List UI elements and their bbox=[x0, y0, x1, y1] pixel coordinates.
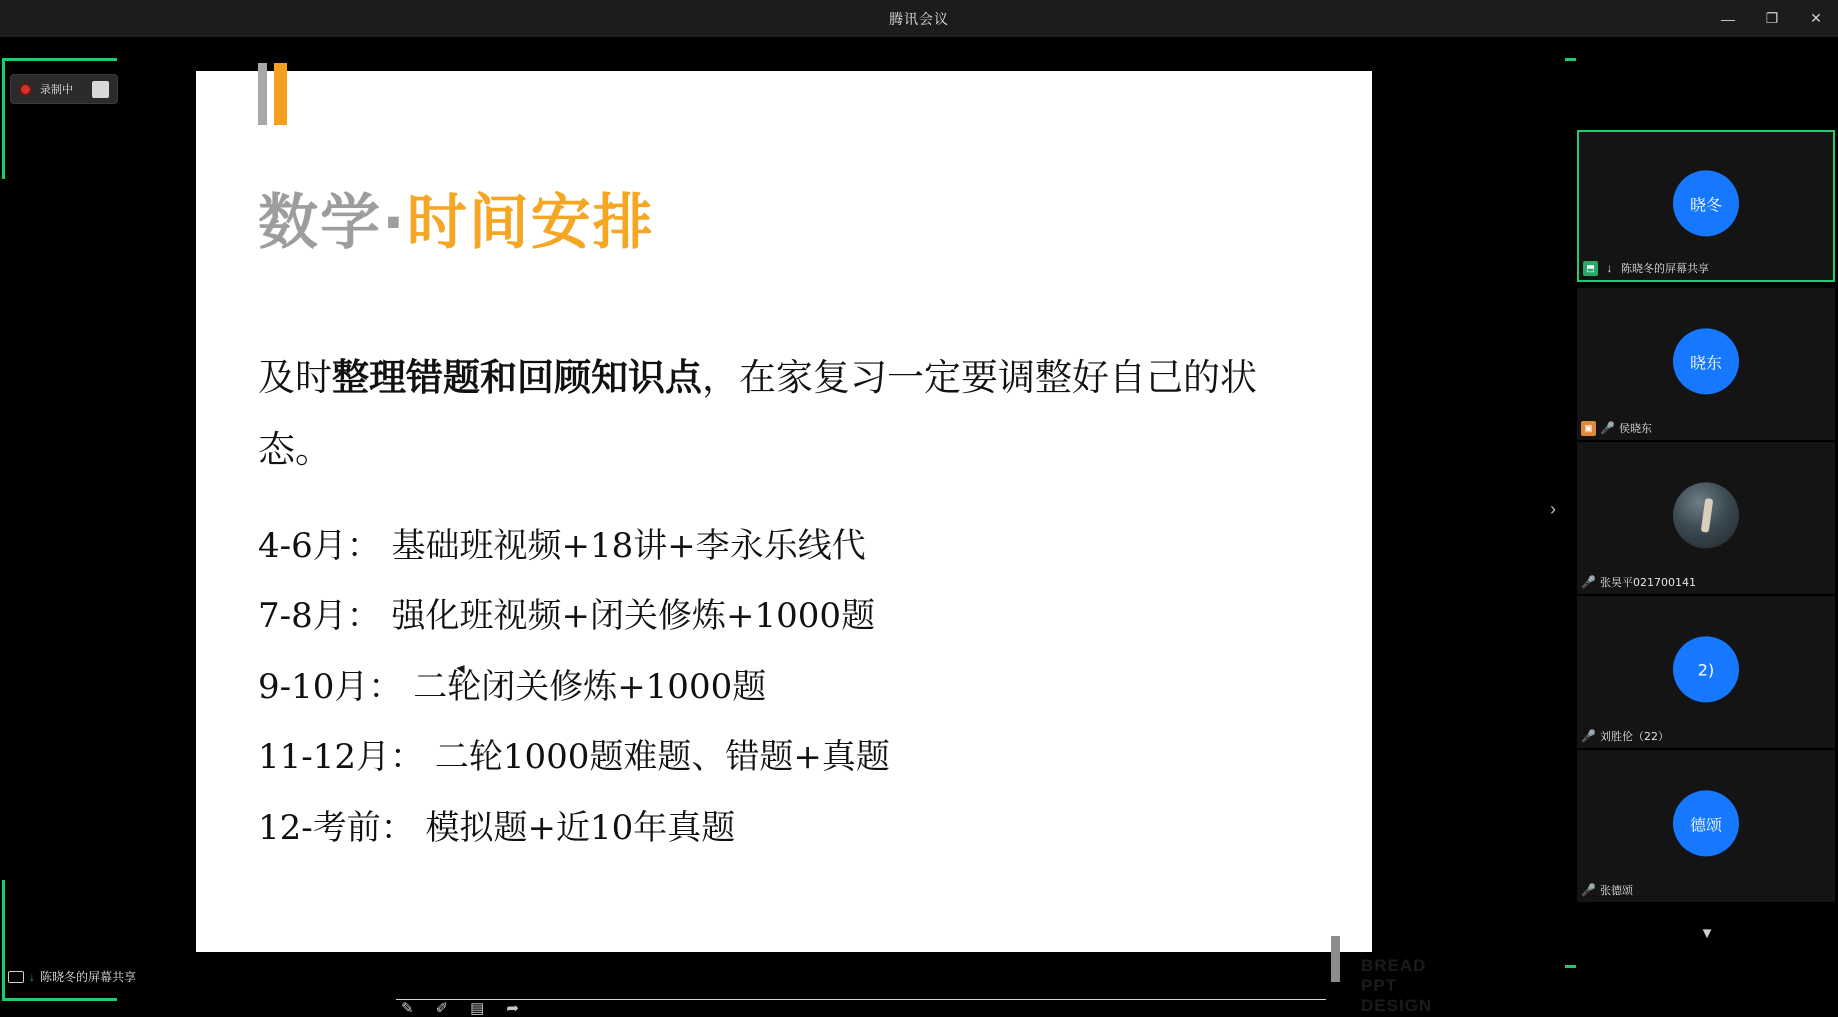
avatar: 德颂 bbox=[1673, 790, 1739, 856]
slide-schedule-list bbox=[258, 511, 1328, 863]
stop-recording-button[interactable] bbox=[92, 81, 109, 98]
share-status-bar bbox=[8, 968, 136, 985]
slide-footer-label: BREAD PPT DESIGN bbox=[1361, 956, 1433, 1015]
shared-slide bbox=[196, 71, 1433, 1017]
mic-icon: 🎤 bbox=[1600, 421, 1615, 435]
participant-namebar bbox=[1581, 728, 1669, 744]
share-status-label: 陈晓冬的屏幕共享 bbox=[40, 970, 137, 984]
mic-icon: 🎤 bbox=[1581, 883, 1596, 897]
list-item: 12-考前： 模拟题+近10年真题 bbox=[258, 807, 736, 848]
mic-icon: ↓ bbox=[1606, 261, 1613, 275]
title-bar bbox=[0, 0, 1838, 37]
slide-footer-accent bbox=[1331, 936, 1340, 982]
participant-tile[interactable] bbox=[1577, 442, 1835, 594]
slide-title-separator: · bbox=[382, 188, 407, 258]
participant-namebar bbox=[1581, 574, 1696, 590]
pen-icon[interactable]: ✐ bbox=[435, 1000, 449, 1017]
participant-namebar bbox=[1581, 420, 1652, 436]
recording-label: 录制中 bbox=[40, 84, 73, 96]
slide-toolbar bbox=[401, 999, 519, 1017]
annotate-icon[interactable]: ✎ bbox=[401, 1000, 414, 1017]
list-item: 4-6月： 基础班视频+18讲+李永乐线代 bbox=[258, 526, 866, 566]
list-item: 7-8月： 强化班视频+闭关修炼+1000题 bbox=[258, 596, 876, 637]
participant-namebar bbox=[1581, 882, 1633, 898]
avatar: 晓冬 bbox=[1673, 170, 1739, 236]
list-item: 9-10月： 二轮闭关修炼+1000题 bbox=[258, 666, 767, 707]
participant-tile[interactable] bbox=[1577, 288, 1835, 440]
window-controls bbox=[1706, 0, 1838, 37]
slide-accent-bars-icon bbox=[258, 63, 294, 125]
participant-name: 侯晓东 bbox=[1619, 422, 1652, 435]
avatar: 2) bbox=[1673, 636, 1739, 702]
slide-lead-after: ，在家复习一定要调整好自己的状态。 bbox=[258, 356, 1257, 472]
notes-icon[interactable]: ▤ bbox=[470, 1000, 485, 1017]
collapse-rail-button[interactable]: › bbox=[1550, 499, 1556, 519]
window-title: 腾讯会议 bbox=[889, 10, 949, 27]
participant-tile[interactable] bbox=[1577, 750, 1835, 902]
participant-name: 陈晓冬的屏幕共享 bbox=[1621, 262, 1709, 275]
record-dot-icon bbox=[19, 83, 32, 96]
avatar: 晓东 bbox=[1673, 328, 1739, 394]
slide-title-part1: 数学 bbox=[258, 188, 382, 258]
participant-name: 张德颂 bbox=[1600, 884, 1633, 897]
slide-lead-bold: 整理错题和回顾知识点 bbox=[332, 355, 702, 399]
video-icon: ▣ bbox=[1581, 421, 1596, 436]
accent-bar-orange bbox=[274, 63, 287, 125]
participant-name: 张昊平021700141 bbox=[1600, 576, 1696, 589]
participant-tile[interactable] bbox=[1577, 130, 1835, 282]
minimize-button[interactable]: — bbox=[1721, 10, 1735, 27]
screen-icon bbox=[8, 971, 24, 983]
rail-scroll-down-button[interactable]: ▼ bbox=[1699, 925, 1715, 942]
mic-icon: 🎤 bbox=[1581, 575, 1596, 589]
participant-name: 刘胜伦（22） bbox=[1600, 730, 1669, 743]
screen-share-icon: ⬒ bbox=[1583, 261, 1598, 276]
avatar-photo bbox=[1673, 482, 1739, 548]
participant-namebar bbox=[1583, 260, 1709, 276]
accent-bar-grey bbox=[258, 63, 267, 125]
share-arrow-icon[interactable]: ➦ bbox=[506, 1000, 519, 1017]
close-button[interactable]: ✕ bbox=[1810, 10, 1822, 26]
recording-indicator[interactable] bbox=[10, 74, 118, 104]
download-arrow-icon: ↓ bbox=[29, 969, 35, 984]
slide-title-part2: 时间安排 bbox=[406, 188, 655, 258]
participant-tile[interactable] bbox=[1577, 596, 1835, 748]
list-item: 11-12月： 二轮1000题难题、错题+真题 bbox=[258, 737, 890, 778]
slide-divider bbox=[396, 999, 1326, 1000]
slide-title bbox=[258, 175, 655, 261]
maximize-button[interactable]: ❐ bbox=[1765, 10, 1779, 26]
slide-lead-before: 及时 bbox=[258, 356, 332, 399]
slide-lead-paragraph bbox=[258, 341, 1318, 486]
mic-icon: 🎤 bbox=[1581, 729, 1596, 743]
